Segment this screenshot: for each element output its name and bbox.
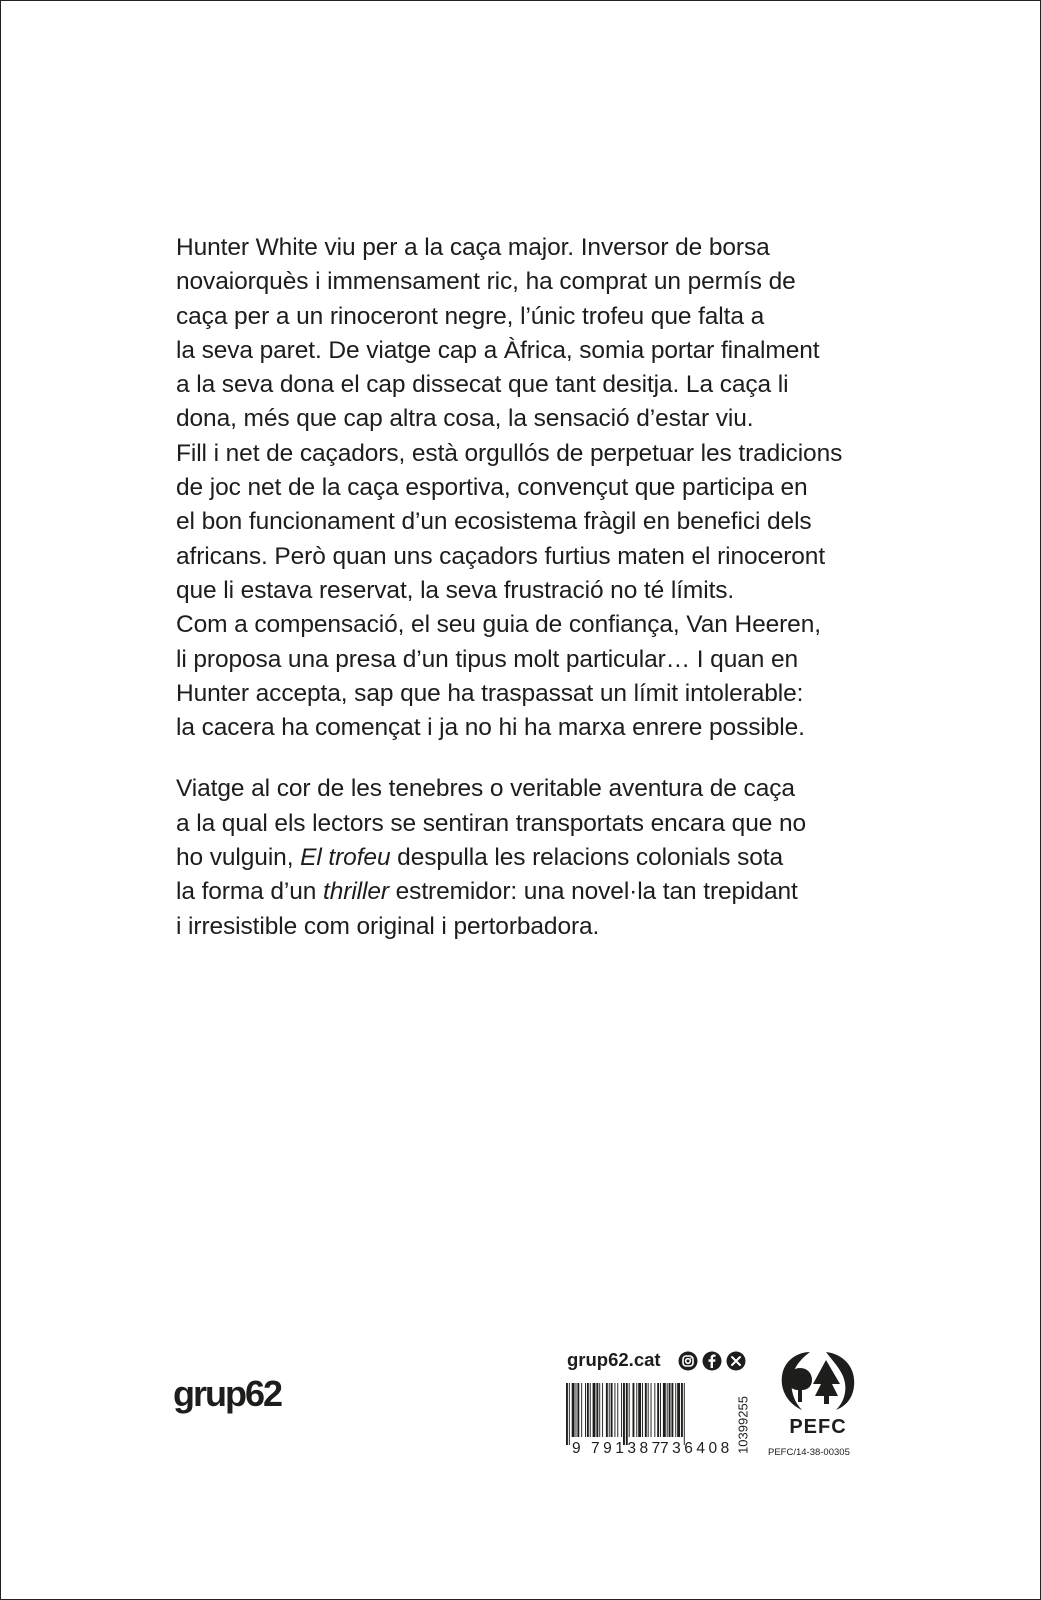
barcode-bar [657, 1383, 659, 1437]
barcode-bar [590, 1383, 591, 1437]
genre-term: thriller [323, 878, 389, 906]
text-line: la cacera ha començat i ja no hi ha marxa enrere possible. [176, 714, 805, 742]
barcode-bar [667, 1383, 668, 1437]
synopsis-paragraph-1 [176, 231, 896, 745]
barcode-bar [593, 1383, 596, 1437]
text-segment: estremidor: una novel·la tan trepidant [388, 878, 798, 906]
text-segment: la forma d’un [176, 878, 324, 906]
barcode-bar [660, 1383, 661, 1437]
barcode-side-code [732, 1386, 754, 1464]
text-line: i irresistible com original i pertorbadora. [176, 912, 600, 940]
text-line: Com a compensació, el seu guia de confiança, Van Heeren, [176, 611, 821, 639]
barcode-bar [648, 1383, 649, 1437]
barcode-bar [606, 1383, 608, 1437]
text-line: el bon funcionament d’un ecosistema fràgil en benefici dels [176, 508, 812, 536]
barcode-bar [626, 1383, 628, 1445]
barcode-bar [663, 1383, 666, 1437]
publisher-logo: grup62 [173, 1373, 282, 1414]
barcode-bar [621, 1383, 622, 1437]
pefc-tree-logo-icon [774, 1346, 862, 1416]
pefc-label: PEFC [789, 1416, 847, 1438]
barcode-bar [617, 1383, 618, 1437]
text-line: de joc net de la caça esportiva, convençut que participa en [176, 474, 808, 502]
text-line: li proposa una presa d’un tipus molt particular… I quan en [176, 645, 799, 673]
barcode-digit-first: 9 [572, 1440, 581, 1457]
text-line: caça per a un rinoceront negre, l’únic trofeu que falta a [176, 302, 765, 330]
barcode-bar [675, 1383, 676, 1437]
barcode-bar [609, 1383, 610, 1437]
barcode-bar [681, 1383, 683, 1437]
barcode-digits-right: 736408 [660, 1440, 733, 1457]
barcode-bar [671, 1383, 673, 1437]
text-line [176, 875, 896, 909]
instagram-icon[interactable] [678, 1351, 698, 1371]
facebook-icon[interactable] [702, 1351, 722, 1371]
barcode-bar [677, 1383, 680, 1437]
text-line: dona, més que cap altra cosa, la sensació d’estar viu. [176, 405, 754, 433]
barcode-bar [602, 1383, 603, 1437]
pefc-code: PEFC/14-38-00305 [768, 1447, 850, 1458]
barcode-side-code-text: 10399255 [735, 1396, 751, 1454]
text-line: novaiorquès i immensament ric, ha comprat un permís de [176, 268, 796, 296]
text-line: Fill i net de caçadors, està orgullós de perpetuar les tradicions [176, 439, 843, 467]
text-segment: despulla les relacions colonials sota [390, 844, 783, 872]
barcode-bar [576, 1383, 577, 1437]
barcode-bar [623, 1383, 625, 1445]
barcode-bar [581, 1383, 582, 1437]
barcode-bar [636, 1383, 637, 1437]
barcode-bar [638, 1383, 641, 1437]
barcode-digits-left: 791387 [591, 1440, 664, 1457]
barcode-bar [569, 1383, 570, 1445]
barcode-bar [566, 1383, 568, 1445]
barcode-bar [614, 1383, 615, 1437]
text-line: que li estava reservat, la seva frustració no té límits. [176, 576, 735, 604]
synopsis-paragraph-2 [176, 772, 896, 943]
text-line: Hunter accepta, sap que ha traspassat un límit intolerable: [176, 679, 804, 707]
barcode-bar [596, 1383, 598, 1437]
barcode-bar [654, 1383, 655, 1437]
text-line: la seva paret. De viatge cap a Àfrica, somia portar finalment [176, 336, 820, 364]
barcode-bar [611, 1383, 613, 1437]
barcode-bar [599, 1383, 600, 1437]
barcode-bar [669, 1383, 671, 1437]
text-line [176, 841, 896, 875]
barcode-bar [585, 1383, 586, 1437]
barcode [566, 1383, 726, 1445]
barcode-bar [633, 1383, 635, 1437]
barcode-bar [572, 1383, 575, 1437]
barcode-bar [587, 1383, 589, 1437]
paragraph-gap [176, 745, 896, 772]
text-line: Viatge al cor de les tenebres o veritable aventura de caça [176, 775, 795, 803]
barcode-bar [642, 1383, 643, 1437]
barcode-bar [645, 1383, 647, 1437]
text-line: a la qual els lectors se sentiran transportats encara que no [176, 809, 807, 837]
text-line: a la seva dona el cap dissecat que tant desitja. La caça li [176, 371, 789, 399]
barcode-bar [629, 1383, 630, 1437]
barcode-bar [684, 1383, 685, 1445]
text-line: africans. Però quan uns caçadors furtius maten el rinoceront [176, 542, 826, 570]
synopsis-text [176, 231, 896, 944]
text-segment: ho vulguin, [176, 844, 301, 872]
barcode-bar [577, 1383, 579, 1437]
publisher-website[interactable]: grup62.cat [567, 1349, 661, 1370]
x-icon[interactable] [726, 1351, 746, 1371]
text-line: Hunter White viu per a la caça major. Inversor de borsa [176, 234, 770, 261]
barcode-bar [651, 1383, 652, 1437]
book-title: El trofeu [300, 844, 391, 872]
